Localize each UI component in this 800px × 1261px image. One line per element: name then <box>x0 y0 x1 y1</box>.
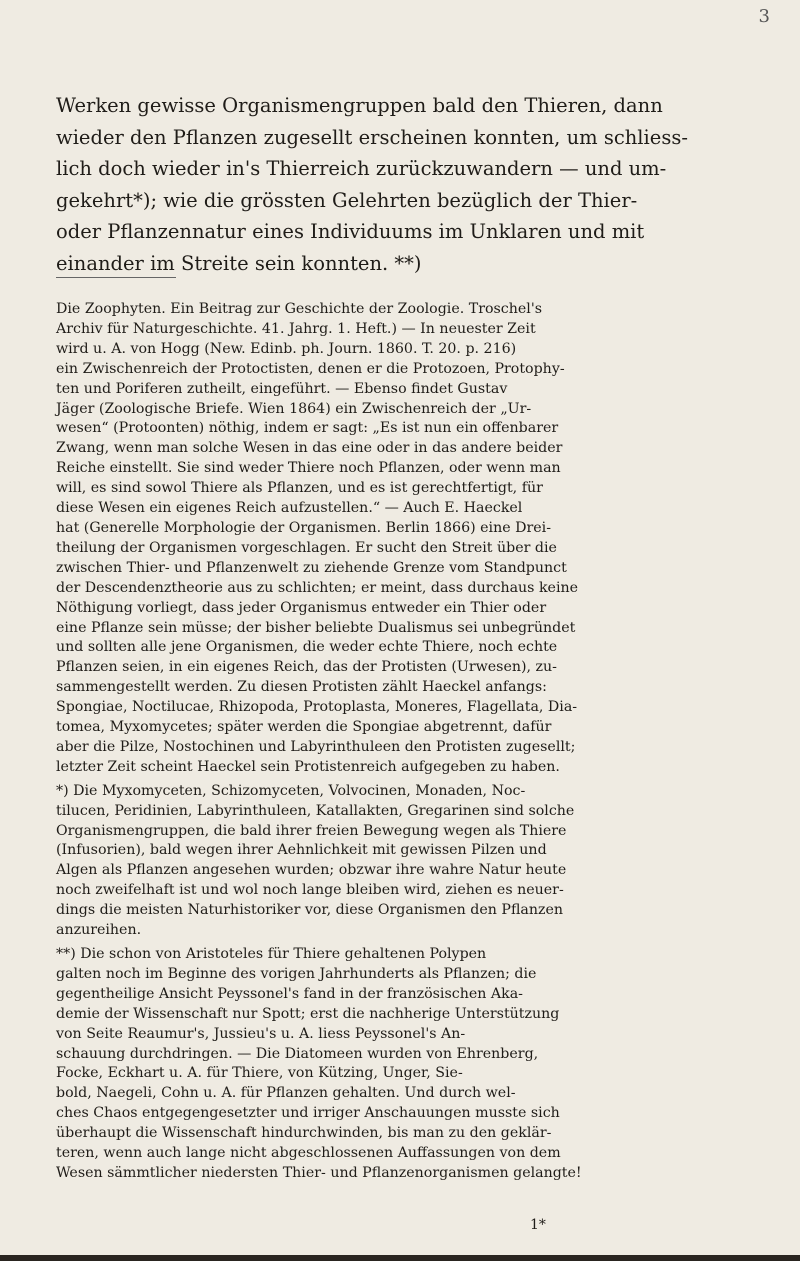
main-text-line: oder Pflanzennatur eines Individuums im Unklaren und mit <box>56 220 645 243</box>
footnote-line: theilung der Organismen vorgeschlagen. Er sucht den Streit über die <box>56 539 557 556</box>
footnote-line: wird u. A. von Hogg (New. Edinb. ph. Journ. 1860. T. 20. p. 216) <box>56 340 517 357</box>
footnote-line: demie der Wissenschaft nur Spott; erst die nachherige Unterstützung <box>56 1005 560 1022</box>
footnote-line: Wesen sämmtlicher niedersten Thier- und Pflanzenorganismen gelangte! <box>56 1164 582 1181</box>
footnote-line: Nöthigung vorliegt, dass jeder Organismus entweder ein Thier oder <box>56 599 547 616</box>
footnote-star <box>56 782 762 941</box>
footnote-line: (Infusorien), bald wegen ihrer Aehnlichkeit mit gewissen Pilzen und <box>56 842 547 859</box>
footnote-line: Pflanzen seien, in ein eigenes Reich, das der Protisten (Urwesen), zu- <box>56 659 557 676</box>
footnote-double-star <box>56 945 762 1184</box>
footnote-line: will, es sind sowol Thiere als Pflanzen, und es ist gerechtfertigt, für <box>56 480 543 497</box>
footnote-line: eine Pflanze sein müsse; der bisher beliebte Dualismus sei unbegründet <box>56 619 576 636</box>
signature-mark: 1* <box>530 1217 546 1233</box>
footnote-line: aber die Pilze, Nostochinen und Labyrinthuleen den Protisten zugesellt; <box>56 738 576 755</box>
footnotes <box>56 300 762 1184</box>
main-text-line: Werken gewisse Organismengruppen bald den Thieren, dann <box>56 94 663 117</box>
footnote-line: Archiv für Naturgeschichte. 41. Jahrg. 1. Heft.) — In neuester Zeit <box>56 320 536 337</box>
footnote-line: Die Zoophyten. Ein Beitrag zur Geschichte der Zoologie. Troschel's <box>56 301 542 317</box>
footnote-line: *) Die Myxomyceten, Schizomyceten, Volvocinen, Monaden, Noc- <box>56 782 526 799</box>
footnote-line: tilucen, Peridinien, Labyrinthuleen, Katallakten, Gregarinen sind solche <box>56 802 575 819</box>
main-text-line: gekehrt*); wie die grössten Gelehrten bezüglich der Thier- <box>56 188 638 212</box>
footnote-line: teren, wenn auch lange nicht abgeschlossenen Auffassungen von dem <box>56 1145 561 1162</box>
footnote-line: diese Wesen ein eigenes Reich aufzustellen.“ — Auch E. Haeckel <box>56 500 523 517</box>
footnote-line: tomea, Myxomycetes; später werden die Spongiae abgetrennt, dafür <box>56 719 552 736</box>
footnote-line: sammengestellt werden. Zu diesen Protisten zählt Haeckel anfangs: <box>56 679 547 696</box>
footnote-line: bold, Naegeli, Cohn u. A. für Pflanzen gehalten. Und durch wel- <box>56 1085 516 1102</box>
footnote-line: Reiche einstellt. Sie sind weder Thiere noch Pflanzen, oder wenn man <box>56 460 561 477</box>
page-edge <box>0 1255 800 1261</box>
footnote-line: letzter Zeit scheint Haeckel sein Protistenreich aufgegeben zu haben. <box>56 758 560 775</box>
footnote-line: überhaupt die Wissenschaft hindurchwinden, bis man zu den geklär- <box>56 1125 552 1142</box>
footnote-line: von Seite Reaumur's, Jussieu's u. A. liess Peyssonel's An- <box>56 1025 466 1042</box>
main-text-line: einander im Streite sein konnten. **) <box>56 251 422 275</box>
footnote-line: Algen als Pflanzen angesehen wurden; obzwar ihre wahre Natur heute <box>56 862 567 879</box>
footnote-divider <box>56 277 176 278</box>
page-number: 3 <box>758 6 770 27</box>
footnote-line: ten und Poriferen zutheilt, eingeführt. — Ebenso findet Gustav <box>56 380 508 397</box>
footnote-line: galten noch im Beginne des vorigen Jahrhunderts als Pflanzen; die <box>56 965 537 982</box>
footnote-line: ein Zwischenreich der Protoctisten, denen er die Protozoen, Protophy- <box>56 360 565 377</box>
footnote-line: Organismengruppen, die bald ihrer freien Bewegung wegen als Thiere <box>56 822 567 839</box>
footnote-line: Zwang, wenn man solche Wesen in das eine oder in das andere beider <box>56 440 563 457</box>
footnote-line: noch zweifelhaft ist und wol noch lange bleiben wird, ziehen es neuer- <box>56 882 564 899</box>
footnote-line: Spongiae, Noctilucae, Rhizopoda, Protoplasta, Moneres, Flagellata, Dia- <box>56 699 578 716</box>
footnote-line: schauung durchdringen. — Die Diatomeen wurden von Ehrenberg, <box>56 1045 539 1062</box>
footnote-line: Focke, Eckhart u. A. für Thiere, von Kützing, Unger, Sie- <box>56 1065 463 1082</box>
footnote-line: dings die meisten Naturhistoriker vor, diese Organismen den Pflanzen <box>56 902 564 919</box>
footnote-line: zwischen Thier- und Pflanzenwelt zu ziehende Grenze vom Standpunct <box>56 559 567 576</box>
footnote-line: und sollten alle jene Organismen, die weder echte Thiere, noch echte <box>56 639 558 656</box>
main-text-line: wieder den Pflanzen zugesellt erscheinen konnten, um schliess- <box>56 125 688 149</box>
footnote-line: der Descendenztheorie aus zu schlichten; er meint, dass durchaus keine <box>56 579 579 596</box>
main-text-line: lich doch wieder in's Thierreich zurückzuwandern — und um- <box>56 157 667 180</box>
footnote-line: gegentheilige Ansicht Peyssonel's fand in der französischen Aka- <box>56 985 523 1002</box>
footnote-line: ches Chaos entgegengesetzter und irriger Anschauungen musste sich <box>56 1105 560 1122</box>
footnote-line: wesen“ (Protoonten) nöthig, indem er sagt: „Es ist nun ein offenbarer <box>56 420 559 437</box>
footnote-line: **) Die schon von Aristoteles für Thiere gehaltenen Polypen <box>56 946 487 962</box>
footnote-line: anzureihen. <box>56 922 142 939</box>
footnote-line: Jäger (Zoologische Briefe. Wien 1864) ein Zwischenreich der „Ur- <box>56 400 532 417</box>
footnote-line: hat (Generelle Morphologie der Organismen. Berlin 1866) eine Drei- <box>56 519 552 536</box>
main-text <box>56 90 756 279</box>
footnote-continued <box>56 300 762 778</box>
